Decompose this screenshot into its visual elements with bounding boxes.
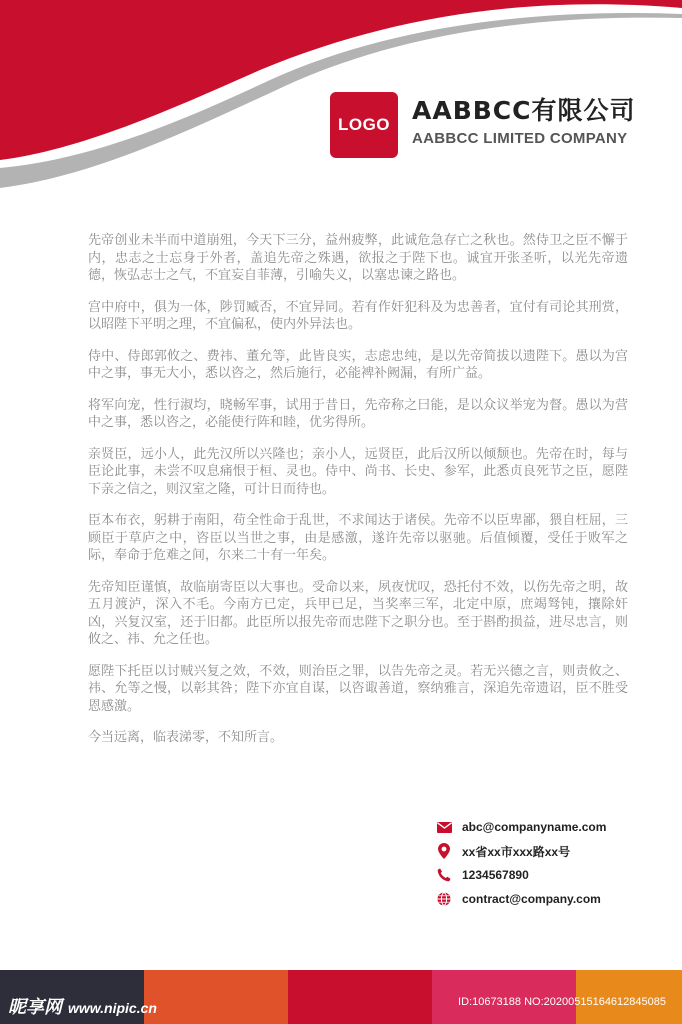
- watermark-site: www.nipic.cn: [68, 1000, 157, 1016]
- company-name-cn: AABBCC有限公司: [412, 96, 636, 125]
- watermark-brand: [8, 993, 157, 1019]
- letter-body: [88, 232, 628, 761]
- location-pin-icon: [436, 843, 452, 859]
- paragraph: 亲贤臣，远小人，此先汉所以兴隆也；亲小人，远贤臣，此后汉所以倾颓也。先帝在时，每与臣论此事，未尝不叹息痛恨于桓、灵也。侍中、尚书、长史、参军，此悉贞良死节之臣，愿陛下亲之信之，则汉室之隆，可计日而待也。: [88, 446, 628, 497]
- paragraph: 臣本布衣，躬耕于南阳，苟全性命于乱世，不求闻达于诸侯。先帝不以臣卑鄙，猥自枉屈，三顾臣于草庐之中，咨臣以当世之事，由是感激，遂许先帝以驱驰。后值倾覆，受任于败军之际，奉命于危难之间，尔来二十有一年矣。: [88, 513, 628, 563]
- company-name-en: AABBCC LIMITED COMPANY: [412, 130, 628, 147]
- logo: [330, 92, 398, 158]
- paragraph: 将军向宠，性行淑均，晓畅军事，试用于昔日，先帝称之曰能，是以众议举宠为督。愚以为营中之事，悉以咨之，必能使行阵和睦，优劣得所。: [88, 397, 628, 430]
- phone-icon: [436, 867, 452, 883]
- paragraph: 先帝创业未半而中道崩殂，今天下三分，益州疲弊，此诚危急存亡之秋也。然侍卫之臣不懈于内，忠志之士忘身于外者，盖追先帝之殊遇，欲报之于陛下也。诚宜开张圣听，以光先帝遗德，恢弘志士之气，不宜妄自菲薄，引喻失义，以塞忠谏之路也。: [88, 233, 628, 283]
- footer-bar-orange-red: [144, 970, 288, 1024]
- paragraph: 今当远离，临表涕零，不知所言。: [88, 730, 284, 745]
- paragraph: 先帝知臣谨慎，故临崩寄臣以大事也。受命以来，夙夜忧叹，恐托付不效，以伤先帝之明，故五月渡泸，深入不毛。今南方已定，兵甲已足，当奖率三军，北定中原，庶竭驽钝，攘除奸凶，兴复汉室，还于旧都。此臣所以报先帝而忠陛下之职分也。至于斟酌损益，进尽忠言，则攸之、祎、允之任也。: [88, 579, 628, 647]
- company-name-block: [412, 96, 636, 147]
- globe-icon: [436, 891, 452, 907]
- paragraph: 愿陛下托臣以讨贼兴复之效，不效，则治臣之罪，以告先帝之灵。若无兴德之言，则责攸之、祎、允等之慢，以彰其咎；陛下亦宜自谋，以咨诹善道，察纳雅言，深追先帝遗诏，臣不胜受恩感激。: [88, 663, 628, 714]
- contact-address-row: [436, 839, 606, 863]
- contact-phone[interactable]: 1234567890: [462, 868, 529, 882]
- logo-text: LOGO: [337, 115, 391, 134]
- contact-web[interactable]: contract@company.com: [462, 892, 601, 906]
- envelope-icon: [436, 819, 452, 835]
- contact-phone-row: [436, 863, 606, 887]
- contact-email[interactable]: abc@companyname.com: [462, 820, 607, 834]
- contact-info: [436, 815, 606, 911]
- paragraph: 宫中府中，俱为一体，陟罚臧否，不宜异同。若有作奸犯科及为忠善者，宜付有司论其刑赏，以昭陛下平明之理，不宜偏私，使内外异法也。: [88, 299, 628, 332]
- paragraph: 侍中、侍郎郭攸之、费祎、董允等，此皆良实，志虑忠纯，是以先帝简拔以遗陛下。愚以为宫中之事，事无大小，悉以咨之，然后施行，必能裨补阙漏，有所广益。: [88, 348, 628, 381]
- contact-address: xx省xx市xxx路xx号: [462, 844, 571, 859]
- watermark-brand-text: 昵享网: [8, 997, 62, 1018]
- contact-web-row: [436, 887, 606, 911]
- footer-bar-red: [288, 970, 432, 1024]
- contact-email-row: [436, 815, 606, 839]
- watermark-id: ID:10673188 NO:20200515164612845085: [458, 996, 666, 1008]
